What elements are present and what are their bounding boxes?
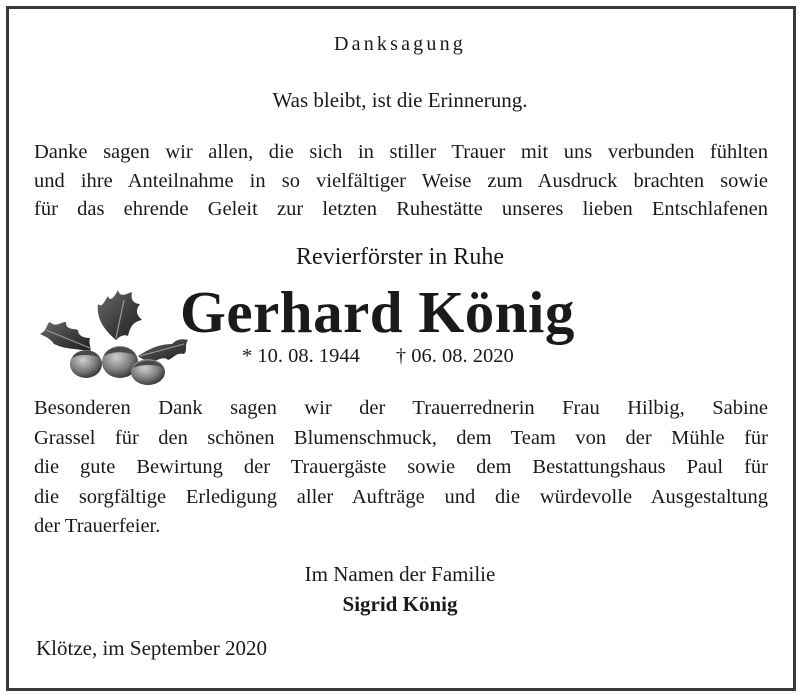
thanks-line: Grassel für den schönen Blumenschmuck, dem Team von der Mühle für [34,426,768,449]
intro-line: Danke sagen wir allen, die sich in stiller Trauer mit uns verbunden fühlten [34,141,768,163]
motto: Was bleibt, ist die Erinnerung. [272,88,528,112]
deceased-title: Revierförster in Ruhe [296,244,504,270]
intro-line: und ihre Anteilnahme in so vielfältiger Weise zum Ausdruck brachten sowie [34,169,768,192]
thanks-paragraph [34,394,768,542]
thanks-line: die sorgfältige Erledigung aller Aufträge und die würdevolle Ausgestaltung [34,485,768,508]
family-signatory: Sigrid König [342,592,458,616]
notice-heading: Danksagung [334,33,466,55]
life-dates [242,345,514,368]
birth-date: * 10. 08. 1944 [242,345,360,367]
intro-line: für das ehrende Geleit zur letzten Ruhestätte unseres lieben Entschlafenen [34,198,768,220]
thanks-line: Besonderen Dank sagen wir der Trauerrednerin Frau Hilbig, Sabine [34,397,768,419]
deceased-name: Gerhard König [180,279,575,345]
place-date: Klötze, im September 2020 [36,636,267,660]
family-label: Im Namen der Familie [304,562,496,586]
oak-leaves-acorns-icon [20,278,192,386]
intro-paragraph [34,138,768,224]
thanks-line: der Trauerfeier. [34,515,161,537]
thanks-line: die gute Bewirtung der Trauergäste sowie dem Bestattungshaus Paul für [34,456,768,478]
death-date: † 06. 08. 2020 [395,345,514,367]
